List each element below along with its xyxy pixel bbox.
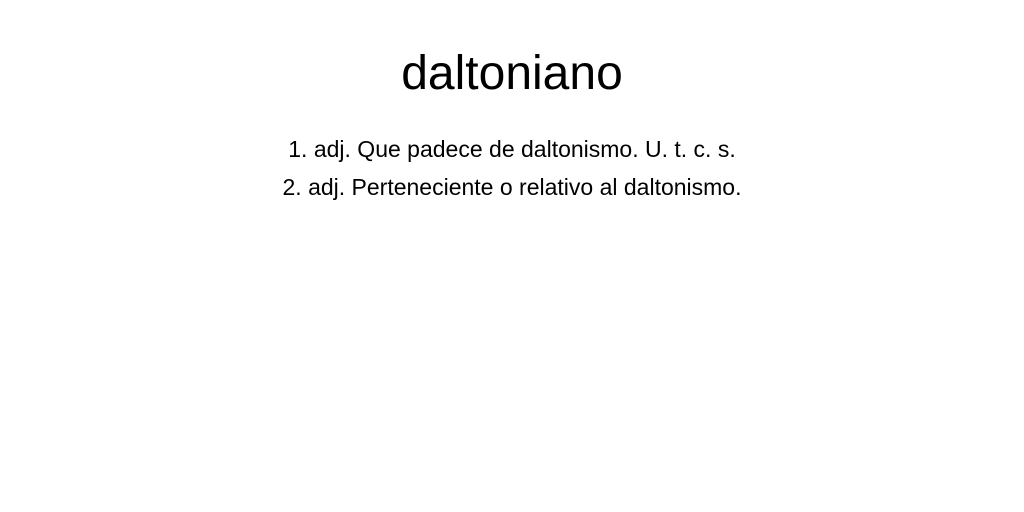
definition-list bbox=[0, 130, 1024, 206]
definition-1: 1. adj. Que padece de daltonismo. U. t. c. s. bbox=[288, 136, 736, 162]
headword: daltoniano bbox=[401, 47, 623, 100]
definition-2: 2. adj. Perteneciente o relativo al daltonismo. bbox=[282, 174, 742, 200]
